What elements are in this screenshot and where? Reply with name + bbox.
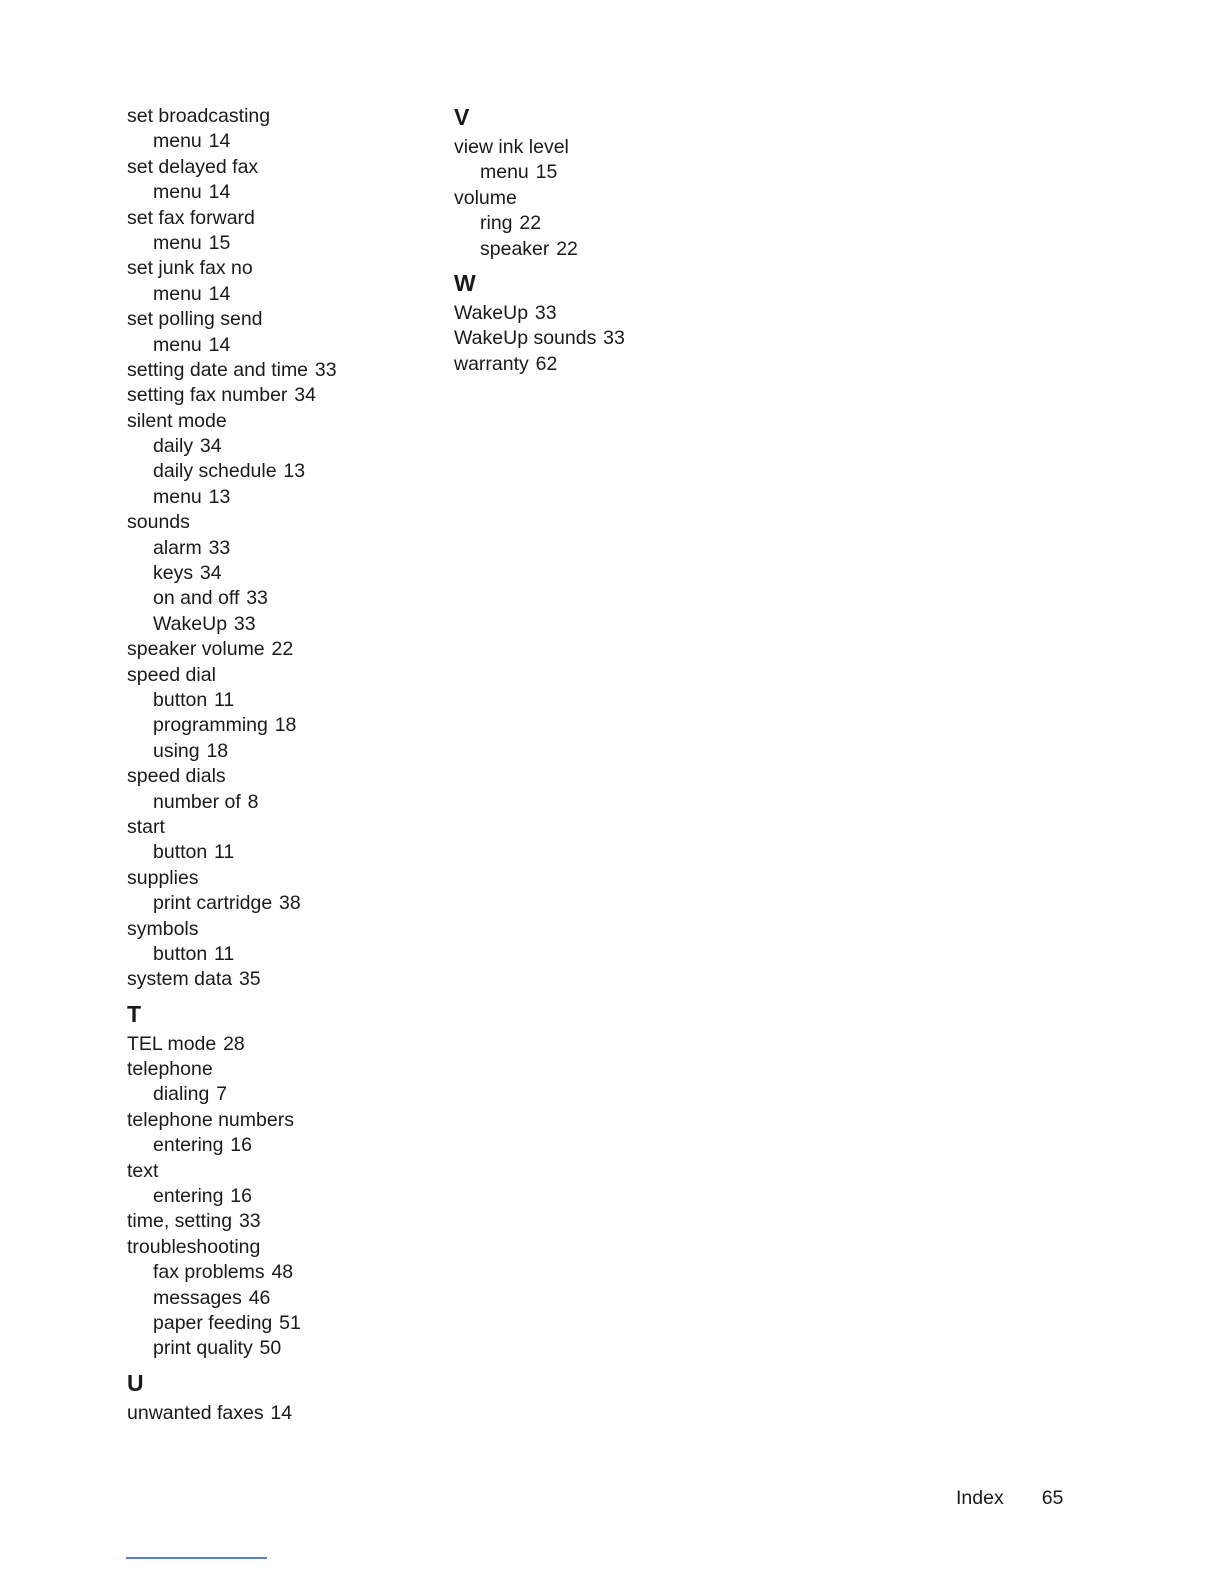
- index-entry: [127, 1401, 427, 1426]
- index-entry-text: alarm: [153, 536, 202, 559]
- index-subentry: [127, 1336, 427, 1361]
- index-entry-text: programming: [153, 714, 268, 737]
- index-entry: [127, 409, 427, 434]
- index-entry: [127, 358, 427, 383]
- index-page-number: 33: [603, 327, 625, 350]
- index-subentry: [127, 561, 427, 586]
- index-entry-text: number of: [153, 790, 241, 813]
- index-page-number: 7: [216, 1083, 228, 1106]
- index-section-letter: T: [127, 1000, 142, 1027]
- index-entry-text: speaker volume: [127, 638, 265, 661]
- index-entry: [127, 155, 427, 180]
- index-section-letter: W: [454, 269, 476, 296]
- index-subentry: [127, 180, 427, 205]
- index-entry: [454, 352, 754, 377]
- index-entry-text: setting fax number: [127, 384, 288, 407]
- index-entry: [127, 1235, 427, 1260]
- index-page-number: 34: [199, 562, 222, 585]
- index-subentry: [127, 612, 427, 637]
- index-entry-text: messages: [153, 1286, 242, 1309]
- index-page-number: 33: [246, 587, 268, 610]
- index-entry-text: set junk fax no: [127, 257, 253, 280]
- index-page-number: 14: [208, 333, 231, 356]
- index-page-number: 33: [208, 536, 231, 559]
- index-page-number: 28: [223, 1032, 245, 1055]
- index-entry-text: set polling send: [127, 308, 263, 331]
- index-entry-text: telephone: [127, 1058, 213, 1081]
- index-entry-text: menu: [153, 130, 202, 153]
- index-entry: [454, 326, 754, 351]
- index-section-letter: U: [127, 1369, 144, 1396]
- index-page-number: 48: [271, 1261, 294, 1284]
- index-subentry: [127, 1311, 427, 1336]
- index-page-number: 16: [230, 1185, 252, 1208]
- index-entry-text: daily schedule: [153, 460, 277, 483]
- index-entry: [127, 866, 427, 891]
- index-subentry: [127, 536, 427, 561]
- index-page-number: 33: [534, 301, 557, 324]
- index-page-number: 14: [208, 130, 231, 153]
- index-entry: [127, 764, 427, 789]
- index-entry-text: entering: [153, 1185, 224, 1208]
- index-subentry: [127, 282, 427, 307]
- index-entry: [127, 307, 427, 332]
- index-entry-text: speed dial: [127, 663, 216, 686]
- index-entry-text: text: [127, 1159, 159, 1182]
- index-entry-text: button: [153, 841, 208, 864]
- index-entry-text: WakeUp: [454, 301, 529, 324]
- footer-section-label: Index: [956, 1487, 1004, 1509]
- index-entry-text: WakeUp: [153, 612, 228, 635]
- index-subentry: [127, 459, 427, 484]
- index-entry: [127, 383, 427, 408]
- index-page-number: 35: [238, 968, 261, 991]
- index-entry: [127, 1032, 427, 1057]
- index-page-number: 14: [270, 1401, 293, 1424]
- index-subentry: [127, 485, 427, 510]
- index-page-number: 11: [214, 688, 235, 711]
- index-page-number: 22: [556, 237, 578, 260]
- index-entry: [127, 815, 427, 840]
- index-entry: [127, 663, 427, 688]
- index-entry-text: print quality: [153, 1337, 253, 1360]
- index-subentry: [454, 237, 754, 262]
- index-entry-text: troubleshooting: [127, 1235, 261, 1258]
- index-entry: [127, 510, 427, 535]
- index-page-number: 34: [294, 384, 316, 407]
- index-entry-text: TEL mode: [127, 1032, 217, 1055]
- index-entry-text: menu: [480, 161, 529, 184]
- index-page-number: 46: [248, 1286, 271, 1309]
- index-page-number: 13: [208, 485, 231, 508]
- index-page-number: 18: [274, 714, 297, 737]
- index-entry: [454, 301, 754, 326]
- index-entry-text: set delayed fax: [127, 155, 259, 178]
- index-column-left: [127, 104, 427, 1426]
- index-entry-text: using: [153, 739, 200, 762]
- index-entry-text: menu: [153, 485, 202, 508]
- index-entry-text: symbols: [127, 917, 199, 940]
- index-subentry: [127, 231, 427, 256]
- index-entry-text: speed dials: [127, 765, 226, 788]
- index-entry-text: on and off: [153, 587, 240, 610]
- index-entry-text: WakeUp sounds: [454, 327, 597, 350]
- index-entry-text: dialing: [153, 1083, 210, 1106]
- index-entry-text: unwanted faxes: [127, 1401, 264, 1424]
- index-subentry: [127, 333, 427, 358]
- index-entry-text: menu: [153, 333, 202, 356]
- index-entry-text: setting date and time: [127, 358, 309, 381]
- index-page-number: 11: [214, 942, 235, 965]
- index-entry-text: system data: [127, 968, 233, 991]
- index-page-number: 13: [283, 460, 306, 483]
- index-entry-text: button: [153, 942, 208, 965]
- page-footer: [956, 1487, 1063, 1510]
- index-entry-text: daily: [153, 435, 194, 458]
- index-entry: [127, 206, 427, 231]
- index-page-number: 22: [271, 638, 294, 661]
- index-page-number: 14: [208, 181, 231, 204]
- index-page-number: 16: [230, 1134, 252, 1157]
- index-page-number: 33: [314, 358, 337, 381]
- index-entry: [127, 1209, 427, 1234]
- index-entry: [127, 1159, 427, 1184]
- footer-rule: [126, 1557, 267, 1559]
- index-subentry: [127, 1133, 427, 1158]
- index-section-letter: V: [454, 104, 470, 130]
- index-page-number: 22: [519, 212, 542, 235]
- index-page-number: 15: [535, 161, 558, 184]
- index-entry-text: set broadcasting: [127, 105, 271, 127]
- index-entry-text: menu: [153, 282, 202, 305]
- index-entry-text: menu: [153, 181, 202, 204]
- index-entry-text: view ink level: [454, 136, 569, 158]
- index-subentry: [127, 688, 427, 713]
- index-entry-text: warranty: [454, 352, 529, 375]
- index-entry-text: fax problems: [153, 1261, 265, 1284]
- index-subentry: [454, 160, 754, 185]
- index-subentry: [127, 942, 427, 967]
- index-entry: [127, 104, 427, 129]
- index-page-number: 33: [233, 612, 256, 635]
- index-subentry: [127, 790, 427, 815]
- index-entry-text: speaker: [480, 237, 550, 260]
- index-page-number: 8: [247, 790, 259, 813]
- index-subentry: [127, 586, 427, 611]
- index-entry: [454, 186, 754, 211]
- index-subentry: [127, 1184, 427, 1209]
- index-page-number: 50: [259, 1337, 282, 1360]
- index-entry-text: sounds: [127, 511, 190, 534]
- index-page-number: 38: [279, 892, 301, 915]
- index-page-number: 34: [199, 435, 222, 458]
- index-page-number: 62: [535, 352, 558, 375]
- index-entry-text: button: [153, 688, 208, 711]
- index-page-number: 14: [208, 282, 231, 305]
- index-entry-text: start: [127, 815, 165, 838]
- index-entry-text: entering: [153, 1134, 224, 1157]
- index-entry: [127, 637, 427, 662]
- index-subentry: [127, 1082, 427, 1107]
- index-subentry: [127, 713, 427, 738]
- index-entry-text: paper feeding: [153, 1311, 273, 1334]
- index-page-number: 33: [238, 1210, 261, 1233]
- index-subentry: [127, 434, 427, 459]
- index-subentry: [127, 891, 427, 916]
- index-entry-text: supplies: [127, 866, 199, 889]
- index-page-number: 11: [214, 841, 235, 864]
- index-entry-text: telephone numbers: [127, 1108, 294, 1131]
- index-subentry: [127, 840, 427, 865]
- index-subentry: [127, 739, 427, 764]
- index-entry: [127, 967, 427, 992]
- index-entry-text: silent mode: [127, 409, 227, 432]
- index-entry-text: print cartridge: [153, 892, 273, 915]
- index-subentry: [454, 211, 754, 236]
- index-entry: [127, 256, 427, 281]
- index-entry-text: ring: [480, 212, 513, 235]
- index-page-number: 15: [208, 231, 231, 254]
- index-entry-text: time, setting: [127, 1210, 233, 1233]
- index-entry-text: set fax forward: [127, 206, 255, 229]
- index-entry-text: keys: [153, 562, 194, 585]
- index-subentry: [127, 1260, 427, 1285]
- index-entry: [127, 917, 427, 942]
- index-subentry: [127, 1286, 427, 1311]
- index-page-number: 18: [206, 739, 229, 762]
- index-column-right: [454, 104, 754, 377]
- footer-page-number: 65: [1041, 1487, 1064, 1509]
- index-entry: [127, 1057, 427, 1082]
- index-entry-text: menu: [153, 231, 202, 254]
- index-entry: [454, 135, 754, 160]
- index-page-number: 51: [279, 1311, 301, 1334]
- index-subentry: [127, 129, 427, 154]
- index-entry-text: volume: [454, 186, 517, 209]
- index-entry: [127, 1108, 427, 1133]
